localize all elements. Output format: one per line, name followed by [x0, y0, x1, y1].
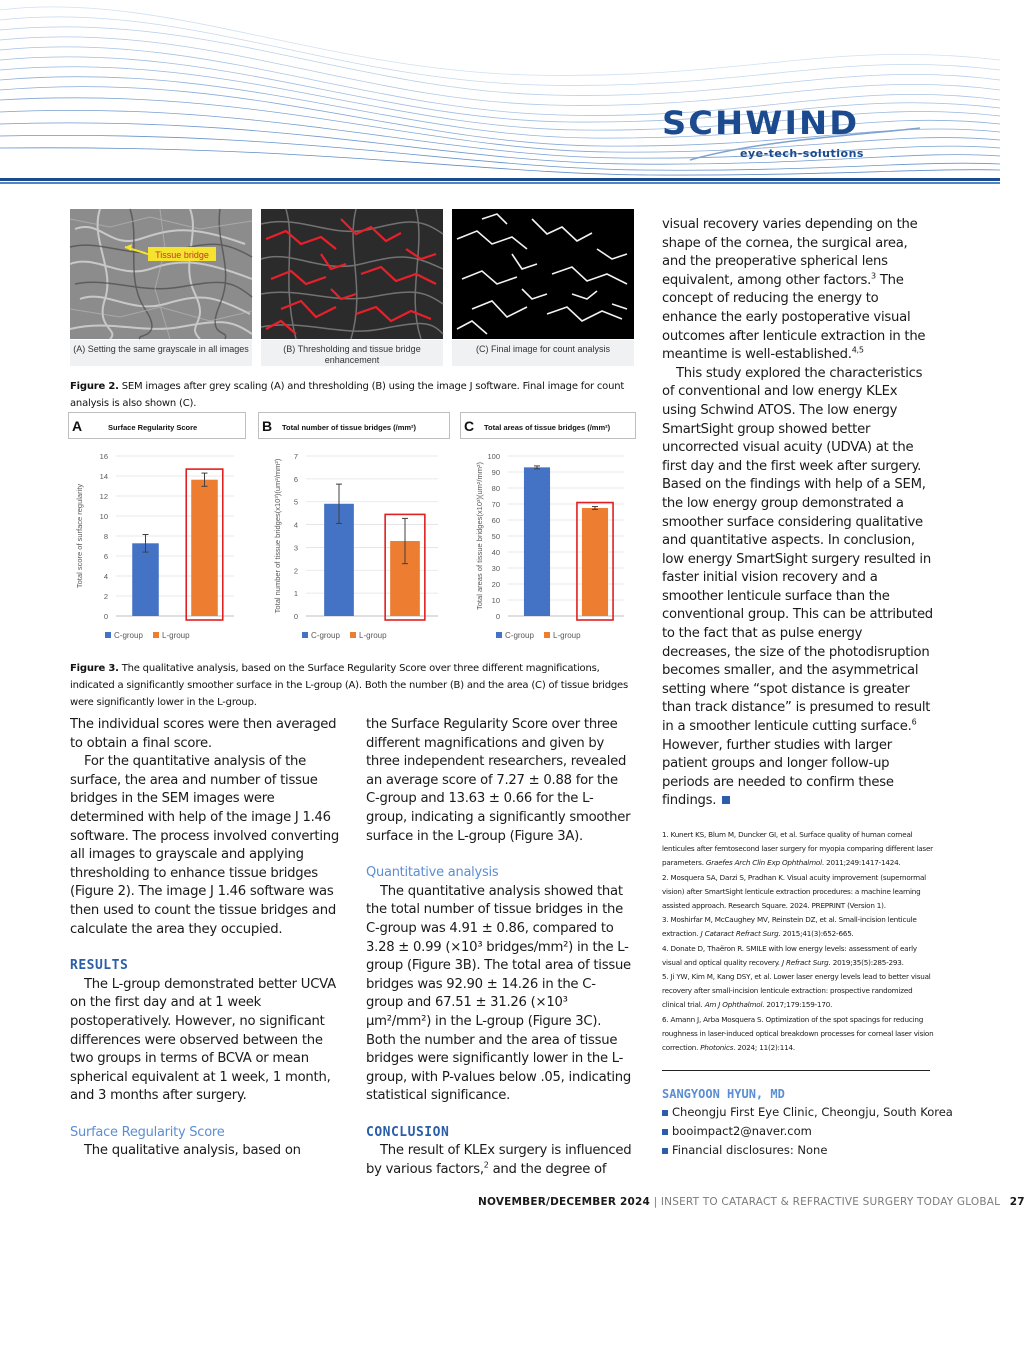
page-header [0, 0, 1000, 190]
footer-issue: NOVEMBER/DECEMBER 2024 [478, 1196, 651, 1208]
y-tick-label: 2 [103, 592, 108, 601]
bar-l-group [191, 480, 218, 616]
body-column-3 [662, 216, 934, 811]
col3-p2-b: However, further studies with larger patient groups and longer follow-up periods are needed to confirm these findings. [662, 737, 894, 809]
col2-paragraph-2: The quantitative analysis showed that the total number of tissue bridges in the C-group was 4.91 ± 0.86, compared to 3.28 ± 0.99 (×10³ bridges/mm²) in the L-group (Figure 3B). The total area of tissue bridges was 92.90 ± 14.26 in the C-group and 67.51 ± 31.26 (×10³ µm²/mm²) in the L-group (Figure 3C). Both the number and the area of tissue bridges were significantly lower in the L-group, with P-values below .05, indicating statistical significance. [366, 883, 632, 1104]
y-tick-label: 80 [491, 484, 500, 493]
figure2-caption-label: Figure 2. [70, 381, 119, 392]
y-tick-label: 10 [99, 512, 108, 521]
body-column-1 [70, 716, 342, 1161]
page-footer [478, 1196, 1025, 1208]
chart-title: Surface Regularity Score [108, 423, 198, 432]
author-affiliation: Cheongju First Eye Clinic, Cheongju, South Korea [662, 1105, 953, 1119]
sem-caption-a: (A) Setting the same grayscale in all images [70, 340, 252, 366]
panel-letter: A [72, 418, 83, 434]
y-tick-label: 70 [491, 500, 500, 509]
legend-label: C-group [311, 631, 340, 640]
wave-banner [0, 0, 1000, 190]
y-tick-label: 20 [491, 580, 500, 589]
col1-paragraph-1: The individual scores were then averaged to obtain a final score. [70, 717, 337, 751]
legend-swatch [350, 632, 356, 638]
y-axis-label: Total areas of tissue bridges(x10³)(um²/mm²) [475, 462, 484, 610]
col1-paragraph-4: The qualitative analysis, based on [84, 1143, 301, 1159]
sem-image-a [70, 209, 252, 339]
legend-swatch [496, 632, 502, 638]
reference-4: 4. Donate D, Thaëron R. SMILE with low energy levels: assessment of early visual and optical quality recovery. J Refract Surg. 2019;35(5):285-293. [662, 943, 917, 967]
results-heading: RESULTS [70, 958, 129, 974]
body-column-2 [366, 716, 632, 1180]
col2-paragraph-1: the Surface Regularity Score over three different magnifications and given by three independent researchers, revealed an average score of 7.27 ± 0.88 for the C-group and 13.63 ± 0.66 for the L-group, indicating a significantly smoother surface in the L-group (Figure 3A). [366, 717, 631, 844]
panel-letter: C [464, 418, 475, 434]
y-tick-label: 60 [491, 516, 500, 525]
reference-5: 5. Ji YW, Kim M, Kang DSY, et al. Lower laser energy levels lead to better visual recovery after small-incision lenticule extraction: prospective randomized clinical trial. Am J Ophthalmol. 2017;179:159-170. [662, 972, 931, 1010]
figure3-caption-label: Figure 3. [70, 663, 119, 674]
footer-separator: | [653, 1196, 658, 1208]
conclusion-heading: CONCLUSION [366, 1124, 450, 1140]
y-tick-label: 5 [293, 497, 298, 507]
end-mark [722, 796, 730, 804]
sem-image-b [261, 209, 443, 339]
col2-p3-b: and the degree of [488, 1162, 607, 1178]
ref-sup-4-5: 4,5 [851, 345, 864, 355]
author-email[interactable]: booimpact2@naver.com [662, 1124, 812, 1138]
y-tick-label: 16 [99, 452, 108, 461]
bar-c-group [132, 543, 159, 616]
reference-1: 1. Kunert KS, Blum M, Duncker GI, et al. Surface quality of human corneal lenticules after femtosecond laser surgery for myopia comparing different laser parameters. Graefes Arch Clin Exp Ophthalmol. 2011;249:1417-1424. [662, 830, 933, 868]
reference-2: 2. Mosquera SA, Darzi S, Pradhan K. Visual acuity improvement (supernormal vision) after SmartSight lenticule extraction procedures: a machine learning assisted approach. Research Square. 2024. PREPRINT (Version 1). [662, 872, 926, 911]
author-disclosures: Financial disclosures: None [662, 1143, 827, 1157]
y-axis-label: Total number of tissue bridges(x10³)(um²/mm²) [273, 458, 282, 614]
y-tick-label: 90 [491, 468, 500, 477]
chart-a [68, 412, 246, 652]
legend-swatch [153, 632, 159, 638]
legend-label: C-group [114, 631, 143, 640]
author-divider [662, 1070, 930, 1071]
y-tick-label: 0 [495, 612, 500, 621]
schwind-logo: SCHWIND [662, 104, 860, 142]
figure2-caption-text: SEM images after grey scaling (A) and thresholding (B) using the image J software. Final image for count analysis is also shown (C). [70, 381, 625, 409]
sem-caption-b: (B) Thresholding and tissue bridge enhancement [261, 340, 443, 366]
col3-p2-a: This study explored the characteristics of conventional and low energy KLEx using Schwind ATOS. The low energy SmartSight group showed better uncorrected visual acuity (UDVA) at the first day and the first week after surgery. Based on the findings with help of a SEM, the low energy group demonstrated a smoother surface considering qualitative and quantitative aspects. In conclusion, low energy SmartSight surgery resulted in faster initial vision recovery and a smoother lenticule surface than the conventional group. This can be attributed to the fact that as pulse energy decreases, the size of the photodisruption becomes smaller, and the asymmetrical setting where “spot distance is greater than track distance” is presumed to result in a smoother lenticule cutting surface. [662, 365, 933, 735]
col3-paragraph-1 [662, 216, 934, 365]
y-tick-label: 100 [487, 452, 500, 461]
col2-p3-a: The result of KLEx surgery is influenced by various factors, [366, 1143, 632, 1178]
author-name: SANGYOON HYUN, MD [662, 1087, 785, 1101]
quantitative-analysis-heading: Quantitative analysis [366, 865, 499, 881]
surface-regularity-heading: Surface Regularity Score [70, 1124, 225, 1140]
figure3-caption [70, 660, 630, 711]
ref-sup-6: 6 [911, 717, 917, 727]
ref-sup-3: 3 [871, 271, 876, 281]
col2-paragraph-3 [366, 1142, 632, 1179]
y-tick-label: 30 [491, 564, 500, 573]
y-tick-label: 50 [491, 532, 500, 541]
legend-label: L-group [359, 631, 387, 640]
y-tick-label: 6 [293, 474, 298, 484]
reference-6: 6. Amann J, Arba Mosquera S. Optimization of the spot spacings for reducing roughness in laser-induced optical breakdown processes for corneal laser vision correction. Photonics. 2024; 11(2):114. [662, 1014, 934, 1053]
references-list [662, 828, 934, 1055]
bar-c-group [524, 467, 550, 616]
legend-swatch [302, 632, 308, 638]
legend-label: L-group [553, 631, 581, 640]
y-tick-label: 40 [491, 548, 500, 557]
logo-tagline: eye-tech-solutions [740, 147, 864, 160]
y-tick-label: 4 [293, 520, 298, 530]
ref-sup-2: 2 [483, 1160, 489, 1170]
y-tick-label: 14 [99, 472, 108, 481]
bar-l-group [582, 508, 608, 616]
y-axis-label: Total score of surface regularity [75, 483, 84, 589]
legend-label: L-group [162, 631, 190, 640]
chart-b [258, 412, 450, 652]
panel-letter: B [262, 418, 273, 434]
col3-p1-b: The concept of reducing the energy to enhance the early postoperative visual outcomes after lenticule extraction in the meantime is well-established. [662, 272, 926, 363]
legend-swatch [105, 632, 111, 638]
y-tick-label: 6 [103, 552, 108, 561]
page-number: 27 [1009, 1196, 1025, 1208]
sem-caption-c: (C) Final image for count analysis [452, 340, 634, 366]
y-tick-label: 0 [293, 612, 298, 621]
col1-paragraph-2: For the quantitative analysis of the surface, the area and number of tissue bridges in the SEM images were determined with help of the image J 1.46 software. The process involved converting all images to grayscale and applying thresholding to enhance tissue bridges (Figure 2). The image J 1.46 software was then used to count the tissue bridges and calculate the area they occupied. [70, 754, 339, 937]
chart-title: Total number of tissue bridges (/mm²) [282, 423, 417, 432]
y-tick-label: 8 [103, 532, 108, 541]
y-tick-label: 10 [491, 596, 500, 605]
y-tick-label: 3 [293, 543, 298, 553]
y-tick-label: 12 [99, 492, 108, 501]
footer-publication: INSERT TO CATARACT & REFRACTIVE SURGERY TODAY GLOBAL [660, 1196, 1001, 1208]
col3-p1-a: visual recovery varies depending on the shape of the cornea, the surgical area, and the preoperative spherical lens equivalent, among other factors. [662, 217, 918, 288]
legend-swatch [544, 632, 550, 638]
tissue-bridge-label: Tissue bridge [155, 250, 209, 260]
figure3-caption-text: The qualitative analysis, based on the Surface Regularity Score over three different magnifications, indicated a significantly smoother surface in the L-group (A). Both the number (B) and the area (C) of tissue bridges were significantly lower in the L-group. [70, 663, 629, 708]
col3-paragraph-2 [662, 365, 934, 811]
sem-image-c [452, 209, 634, 339]
chart-title: Total areas of tissue bridges (/mm²) [484, 423, 611, 432]
figure2-caption [70, 378, 640, 412]
y-tick-label: 7 [293, 452, 298, 461]
chart-c [460, 412, 636, 652]
reference-3: 3. Moshirfar M, McCaughey MV, Reinstein DZ, et al. Small-incision lenticule extraction. J Cataract Refract Surg. 2015;41(3):652-665. [662, 915, 917, 939]
col1-paragraph-3: The L-group demonstrated better UCVA on the first day and at 1 week postoperatively. However, no significant differences were observed between the two groups in terms of BCVA or mean spherical equivalent at 1 week, 1 month, and 3 months after surgery. [70, 976, 336, 1104]
y-tick-label: 2 [293, 566, 298, 576]
y-tick-label: 1 [293, 589, 298, 599]
y-tick-label: 0 [103, 612, 108, 621]
legend-label: C-group [505, 631, 534, 640]
y-tick-label: 4 [103, 572, 108, 581]
